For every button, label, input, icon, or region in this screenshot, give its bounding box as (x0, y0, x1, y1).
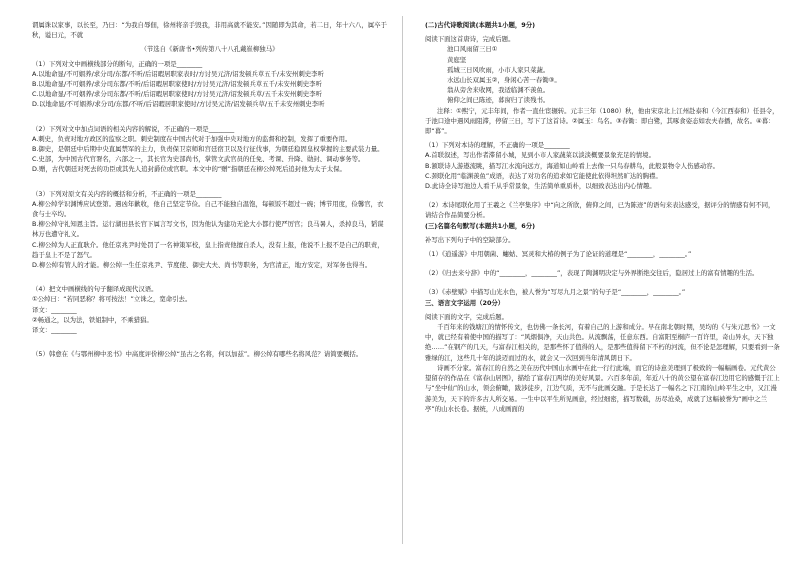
option-b: B.颔联诗人游遨流眺，描写江水流向远方，海道如山岭看上去像一只鸟春耕鸟，此般景物令人伤感动容。 (425, 161, 719, 170)
option-a: A.柳公绰学识渊博应试登第。遇凶年歉收，他自己坚定节俭。自己不能独自温饱，每顿饭不超过一碗；博节用度，俭馨官，衣食与士卒均。 (32, 199, 384, 219)
option-d: D.赠，古代朝廷对死去的功臣或其先人追封爵位或官职。本文中的“赠”指朝廷在柳公绰死后追封他为太子太保。 (32, 165, 346, 174)
dictation-item-3[interactable]: （3）《赤壁赋》中描写山光水色，被人誉为“写尽九月之景”的句子是“________，________。” (425, 288, 686, 297)
option-c: C.以地命显/不可姻养/求分司东都/不听/后诏暇居职家使时/方讨吴元济/诏发顿兵草/五千未安州刺史李听 (32, 90, 322, 99)
poem (425, 44, 780, 105)
question-stem: （3）下列对原文有关内容的概括和分析，不正确的一项是________ (32, 189, 222, 198)
option-d: D.柳公绰有管人的才能。柳公绰一生任京兆尹、节度使、御史大夫、尚书等职务，为官清正，地方安定，对军务也得当。 (32, 261, 372, 270)
question-1 (32, 59, 387, 110)
option-b: B.柳公绰守礼知恩主旨。运行湖田县长官下属言写文书，因为他认为建功无论大小都行使严厉官；良马暑人，杀掉良马，韬谋林万也遭守礼义。 (32, 220, 384, 239)
option-c: C.柳公绰为人正直耿介。他任京兆尹时处罚了一名神策军校，皇上指责他擅自杀人，没有上报，他说不上报不是自己的职责，趋于皇上不是了怒气。 (32, 240, 384, 259)
question-4 (32, 284, 387, 335)
option-d: D.以地命显/不可姻养/求分司/东都/不听/后诏暇居职家使时/方讨吴元济/诏发顿兵草/五千未安州刺史李听 (32, 100, 325, 109)
passage-ending: 谓属诛以家事，以长至，乃曰：“为我自辱佃，徐州将亲手毁我，非用高就不能安。”因随即为其命，若二日，年十六八，属卒于秋，谥曰元，不就 (32, 21, 387, 40)
option-d: D.此诗全诗写池边人看千从乎常景象，生活简单重质朴，以细致表达出内心情趣。 (425, 182, 656, 191)
poem-notes: 注释：①熙宁，元丰年间，作者一直仕宦辗转。元丰三年（1080）秋，他由宋京北上江州赴泰和（今江西泰和）任县令，于池口途中遇风雨阻滞，停留三日，写下了这首诗。②属玉：鸟名。③春锄：即白鹭，其啄食姿态如农夫春播，故名。④暮：即“暮”。 (425, 106, 779, 136)
question-3 (32, 189, 387, 271)
translation-1[interactable]: 译文：________ (32, 305, 77, 314)
question-stem: （1）下列对文中画横线部分的断句，正确的一项是________ (32, 59, 203, 68)
question-2 (32, 124, 387, 175)
sentence-2: ②畅通之，以为法，铁姐制中，不乘猎猖。 (32, 315, 153, 324)
poem-title: 池口风雨留三日① (447, 45, 498, 54)
option-a: A.首联叙述，写出作者滞留小城，见到小市人家蔬菜以淡淡概要景象充足的情境。 (425, 151, 655, 160)
translation-2[interactable]: 译文：________ (32, 326, 77, 335)
poem-line: 俯仰之间已陈迹，暮窗归了读残书。 (447, 96, 550, 105)
section-dictation-heading: (三)名篇名句默写(本题共1小题，6分) (425, 221, 536, 230)
poem-instruction: 阅读下面这首唐诗，完成后题。 (425, 35, 515, 44)
language-instruction: 阅读下面的文字，完成后题。 (425, 312, 509, 321)
question-stem: （4）把文中画横线的句子翻译成现代汉语。 (32, 285, 158, 294)
dictation-item-1[interactable]: （1）《逍遥游》中用朝菌、蟪蛄、冥灵和大椿的例子为了论证的道理是“________，________。” (425, 250, 692, 259)
poem-line: 孤城三日风吹雨，小市人家只菜蔬。 (447, 65, 550, 74)
poem-question-2: （2）本诗尾联化用了王羲之《兰亭集序》中“向之所欣，俯仰之间，已为陈迹”的语句来表达感受，据评分的情感有何不同，请结合作品简要分析。 (425, 201, 775, 220)
right-column (425, 20, 780, 414)
dictation-item-2[interactable]: （2）《归去来兮辞》中的“________，________”，表现了陶渊明决定与外界断绝交往后，隐居过上的富有情趣的生活。 (425, 269, 759, 278)
option-a: A.刺史，负责对地方政区的监察之职。刺史制度在中国古代对于加强中央对地方的监督和控制，发挥了重要作用。 (32, 134, 352, 143)
option-c: C.史部，为中国古代官署名，六部之一，其长官为史部尚书，掌管文武官员的任免、考课、升降、勋封、调动事务等。 (32, 155, 365, 164)
sentence-1: ①公绰曰：“若同恶称？将可按法！”立诛之，宽命引去。 (32, 295, 192, 304)
section-poetry-heading: (二)古代诗歌阅读(本题共1小题，9分) (425, 21, 536, 29)
question-stem: （1）下列对本诗的理解，不正确的一项是________ (425, 141, 570, 150)
dictation-instruction: 补写出下列句子中的空缺部分。 (425, 235, 515, 244)
question-5: （5）韩愈在《与鄂州柳中丞书》中高度评价柳公绰“虽古之名将，何以加兹”。柳公绰有哪些名将风范？请简要概括。 (32, 350, 363, 359)
option-b: B.御史，是朝廷中后期中央直属禁军的主力，负责保卫京师和宫廷宿卫以及行征伐事，为朝廷稳固皇权掌握的主要武装力量。 (32, 145, 384, 154)
reading-paragraph-2: 诗画不分家。富春江的自然之美在历代中国山水画中在此一行行此端，而它的诗意美理到了极致的一幅幅画卷。元代黄公望留存的作品在《富春山居图》，描绘了富春江两岸的美好风景。六百多年前，年近八十的黄公望在富春江边用它的感慨于江上与“坐中仙”的山水，领会俯瞰，跋涉徒步，江边气质，无不与此画交融。于是长达了一幅名之下江南的山岭平生之中，又江漫游美为，天下的许多古人所交易。一生中以平生所见画意，经过细密，描写数载，历尽沧桑，成就了这幅被誉为“画中之兰亭”的山水长卷。据统，八成画面的 (425, 363, 780, 413)
poem-line: 水远山长双属玉②，身闲心苦一春锄③。 (447, 76, 561, 85)
column-divider (402, 16, 403, 544)
left-column (32, 20, 387, 359)
question-stem: （2）下列对文中加点词语的相关内容的解说，不正确的一项是________ (32, 124, 235, 133)
option-b: B.以地命显/不可姻养/求分司东都/不听/后诏暇居职家使时/方讨吴元济/诏发顿兵草五千/未安州刺史李听 (32, 80, 322, 89)
poem-author: 黄庭坚 (447, 55, 467, 64)
passage-source: （节选自《新唐书•列传第八十八孔戴崔柳独马》 (140, 45, 279, 54)
option-a: A.以地命显/不可姻养/求分司/东都/不听/后诏暇居职家表时/方讨吴元济/诏发顿兵草五千/未安州刺史李听 (32, 69, 324, 78)
poem-question-1 (425, 140, 780, 191)
option-c: C.颈联化用“临渊羡鱼”成语，表达了对功名的追求如它能使此依得坦然旷达的胸襟。 (425, 171, 662, 180)
section-language-heading: 三、语言文字运用（20分） (425, 298, 505, 307)
poem-line: 翁从旁舍来收网，我适临渊不羡鱼。 (447, 86, 550, 95)
reading-paragraph-1: 千百年来的钱塘江的情怀传文，也仿佛一条长河，有着自己的上游和成分。早在南北朝时期，吴均的《与朱元思书》一文中，就已经有着使中国的描写了：“风烟俱净，天山共色。从流飘荡，任意东西。自富阳至桐庐一百许里，奇山异水，天下独绝……”在钢产的几天，与富春江相关的，是那些怀了值得的人，是那些值得留下不朽的河流，但不论是怎理解，只要看到一条雅绿的江，这些几十年的淡迈而过的水，就会又一次回到当年清风朗日下。 (425, 323, 780, 362)
